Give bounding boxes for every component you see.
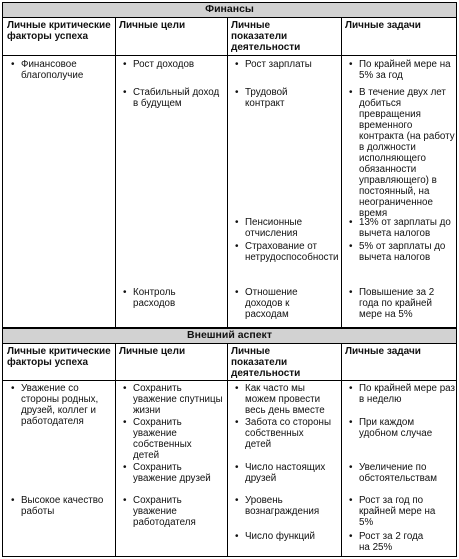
list-item: • Страхование от нетрудоспособности [231,241,323,263]
list-item: • В течение двух лет добиться превращения временного контракта (на работу в должности исполняющего обязанности управляющего) в постоянный, на неограниченное время [345,87,456,219]
header-factors: Личные критические факторы успеха [7,20,111,42]
list-item: • Увеличение по обстоятельствам [345,462,429,484]
list-item: • Контроль расходов [119,287,209,309]
list-item: • Отношение доходов к расходам [231,287,311,320]
list-item: • Рост доходов [119,59,223,70]
list-item: • Рост за год по крайней мере на 5% [345,495,447,528]
section-external [2,328,457,557]
header-goals: Личные цели [119,20,186,31]
finance-goals-table [2,2,457,557]
header-tasks: Личные задачи [345,346,421,357]
list-item: • Сохранить уважение работодателя [119,495,215,528]
section-finance [2,2,457,328]
list-item: • Рост зарплаты [231,59,337,70]
list-item: • Финансовое благополучие [7,59,107,81]
header-tasks: Личные задачи [345,20,421,31]
list-item: • Пенсионные отчисления [231,217,313,239]
list-item: • Повышение за 2 года по крайней мере на 5% [345,287,445,320]
section-title: Финансы [3,3,456,18]
list-item: • Число настоящих друзей [231,462,339,484]
section-title: Внешний аспект [3,329,456,344]
header-factors: Личные критические факторы успеха [7,346,111,368]
list-item: • Уровень вознаграждения [231,495,321,517]
list-item: • При каждом удобном случае [345,417,455,439]
list-item: • Стабильный доход в будущем [119,87,223,109]
list-item: • 5% от зарплаты до вычета налогов [345,241,457,263]
list-item: • Сохранить уважение собственных детей [119,417,215,461]
header-indicators: Личные показатели деятельности [231,346,301,379]
list-item: • 13% от зарплаты до вычета налогов [345,217,457,239]
list-item: • Высокое качество работы [7,495,115,517]
header-goals: Личные цели [119,346,186,357]
list-item: • Забота со стороны собственных детей [231,417,331,450]
list-item: • По крайней мере раз в неделю [345,383,455,405]
list-item: • Число функций [231,531,331,542]
header-indicators: Личные показатели деятельности [231,20,301,53]
list-item: • Рост за 2 года на 25% [345,531,429,553]
list-item: • Сохранить уважение друзей [119,462,223,484]
list-item: • По крайней мере на 5% за год [345,59,451,81]
list-item: • Трудовой контракт [231,87,311,109]
list-item: • Как часто мы можем провести весь день вместе [231,383,329,416]
list-item: • Уважение со стороны родных, друзей, коллег и работодателя [7,383,111,427]
list-item: • Сохранить уважение спутницы жизни [119,383,223,416]
